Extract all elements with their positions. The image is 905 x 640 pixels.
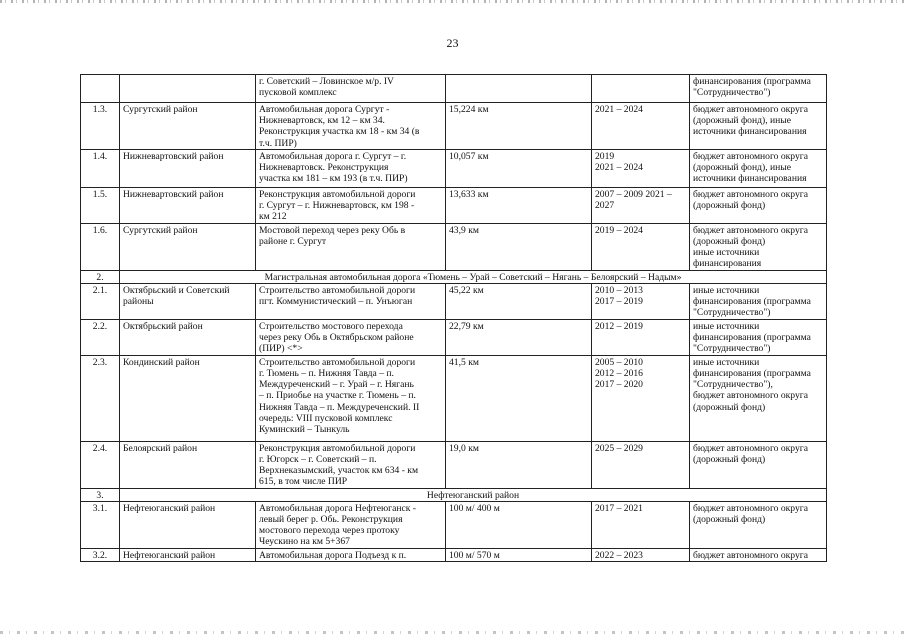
table-row [81, 149, 827, 187]
period-cell: 2019 – 2024 [592, 223, 690, 270]
object-cell: Реконструкция автомобильной дороги г. Югорск – г. Советский – п. Верхнеказымский, участок км 634 - км 615, в том числе ПИР [256, 441, 446, 488]
period-cell: 2012 – 2019 [592, 319, 690, 355]
object-cell: Мостовой переход через реку Обь в районе г. Сургут [256, 223, 446, 270]
scan-artifact-top [0, 0, 905, 3]
table-row [81, 355, 827, 441]
period-cell: 2010 – 2013 2017 – 2019 [592, 283, 690, 319]
capacity-cell: 15,224 км [446, 103, 592, 150]
district-cell [120, 75, 256, 103]
object-cell: Автомобильная дорога Нефтеюганск - левый берег р. Обь. Реконструкция мостового перехода через протоку Чеускино на км 5+367 [256, 501, 446, 548]
object-cell: Автомобильная дорога Подъезд к п. [256, 548, 446, 561]
period-cell: 2007 – 2009 2021 – 2027 [592, 187, 690, 223]
capacity-cell: 19,0 км [446, 441, 592, 488]
capacity-cell [446, 75, 592, 103]
row-number: 2.3. [81, 355, 120, 441]
district-cell: Октябрьский и Советский районы [120, 283, 256, 319]
table-row [81, 103, 827, 150]
funding-source-cell: иные источники финансирования (программа "Сотрудничество") [690, 319, 827, 355]
scan-artifact-bottom [0, 631, 905, 634]
table-row [81, 283, 827, 319]
table-row [81, 441, 827, 488]
table-row [81, 223, 827, 270]
capacity-cell: 41,5 км [446, 355, 592, 441]
district-cell: Нефтеюганский район [120, 548, 256, 561]
district-cell: Сургутский район [120, 103, 256, 150]
district-cell: Нижневартовский район [120, 187, 256, 223]
object-cell: Строительство автомобильной дороги г. Тюмень – п. Нижняя Тавда – п. Междуреченский – г. Урай – г. Нягань – п. Приобье на участке г. Тюмень – п. Нижняя Тавда – п. Междуреченский. II очередь: VIII пусковой комплекс Куминский – Тынкуль [256, 355, 446, 441]
funding-source-cell: бюджет автономного округа (дорожный фонд), иные источники финансирования [690, 149, 827, 187]
row-number: 3. [81, 488, 120, 501]
funding-source-cell: финансирования (программа "Сотрудничество") [690, 75, 827, 103]
row-number: 2.1. [81, 283, 120, 319]
row-number [81, 75, 120, 103]
district-cell: Белоярский район [120, 441, 256, 488]
table-row [81, 548, 827, 561]
district-cell: Нефтеюганский район [120, 501, 256, 548]
period-cell: 2021 – 2024 [592, 103, 690, 150]
row-number: 1.5. [81, 187, 120, 223]
period-cell: 2022 – 2023 [592, 548, 690, 561]
funding-source-cell: бюджет автономного округа (дорожный фонд) [690, 441, 827, 488]
row-number: 2.2. [81, 319, 120, 355]
row-number: 3.1. [81, 501, 120, 548]
funding-source-cell: бюджет автономного округа (дорожный фонд) [690, 501, 827, 548]
object-cell: Строительство автомобильной дороги пгт. Коммунистический – п. Унъюган [256, 283, 446, 319]
object-cell: Строительство мостового перехода через реку Обь в Октябрьском районе (ПИР) <*> [256, 319, 446, 355]
capacity-cell: 13,633 км [446, 187, 592, 223]
section-title: Нефтеюганский район [120, 488, 827, 501]
district-cell: Сургутский район [120, 223, 256, 270]
district-cell: Октябрьский район [120, 319, 256, 355]
period-cell: 2005 – 2010 2012 – 2016 2017 – 2020 [592, 355, 690, 441]
table-row [81, 501, 827, 548]
program-table [80, 74, 827, 562]
capacity-cell: 45,22 км [446, 283, 592, 319]
funding-source-cell: иные источники финансирования (программа "Сотрудничество"), бюджет автономного округа (дорожный фонд) [690, 355, 827, 441]
funding-source-cell: бюджет автономного округа (дорожный фонд), иные источники финансирования [690, 103, 827, 150]
object-cell: г. Советский – Ловинское м/р. IV пусковой комплекс [256, 75, 446, 103]
period-cell: 2025 – 2029 [592, 441, 690, 488]
funding-source-cell: бюджет автономного округа (дорожный фонд) [690, 187, 827, 223]
page-number: 23 [446, 36, 459, 50]
funding-source-cell: бюджет автономного округа [690, 548, 827, 561]
capacity-cell: 43,9 км [446, 223, 592, 270]
row-number: 1.3. [81, 103, 120, 150]
row-number: 1.6. [81, 223, 120, 270]
table-row [81, 187, 827, 223]
row-number: 2.4. [81, 441, 120, 488]
funding-source-cell: иные источники финансирования (программа "Сотрудничество") [690, 283, 827, 319]
row-number: 1.4. [81, 149, 120, 187]
object-cell: Автомобильная дорога Сургут - Нижневартовск, км 12 – км 34. Реконструкция участка км 18 - км 34 (в т.ч. ПИР) [256, 103, 446, 150]
table-row [81, 319, 827, 355]
capacity-cell: 100 м/ 400 м [446, 501, 592, 548]
table-row [81, 75, 827, 103]
section-row [81, 270, 827, 283]
object-cell: Реконструкция автомобильной дороги г. Сургут – г. Нижневартовск, км 198 - км 212 [256, 187, 446, 223]
period-cell: 2017 – 2021 [592, 501, 690, 548]
object-cell: Автомобильная дорога г. Сургут – г. Нижневартовск. Реконструкция участка км 181 – км 193 (в т.ч. ПИР) [256, 149, 446, 187]
period-cell [592, 75, 690, 103]
capacity-cell: 22,79 км [446, 319, 592, 355]
funding-source-cell: бюджет автономного округа (дорожный фонд) иные источники финансирования [690, 223, 827, 270]
district-cell: Кондинский район [120, 355, 256, 441]
period-cell: 2019 2021 – 2024 [592, 149, 690, 187]
section-title: Магистральная автомобильная дорога «Тюмень – Урай – Советский – Нягань – Белоярский – Надым» [120, 270, 827, 283]
capacity-cell: 100 м/ 570 м [446, 548, 592, 561]
capacity-cell: 10,057 км [446, 149, 592, 187]
section-row [81, 488, 827, 501]
row-number: 3.2. [81, 548, 120, 561]
row-number: 2. [81, 270, 120, 283]
district-cell: Нижневартовский район [120, 149, 256, 187]
